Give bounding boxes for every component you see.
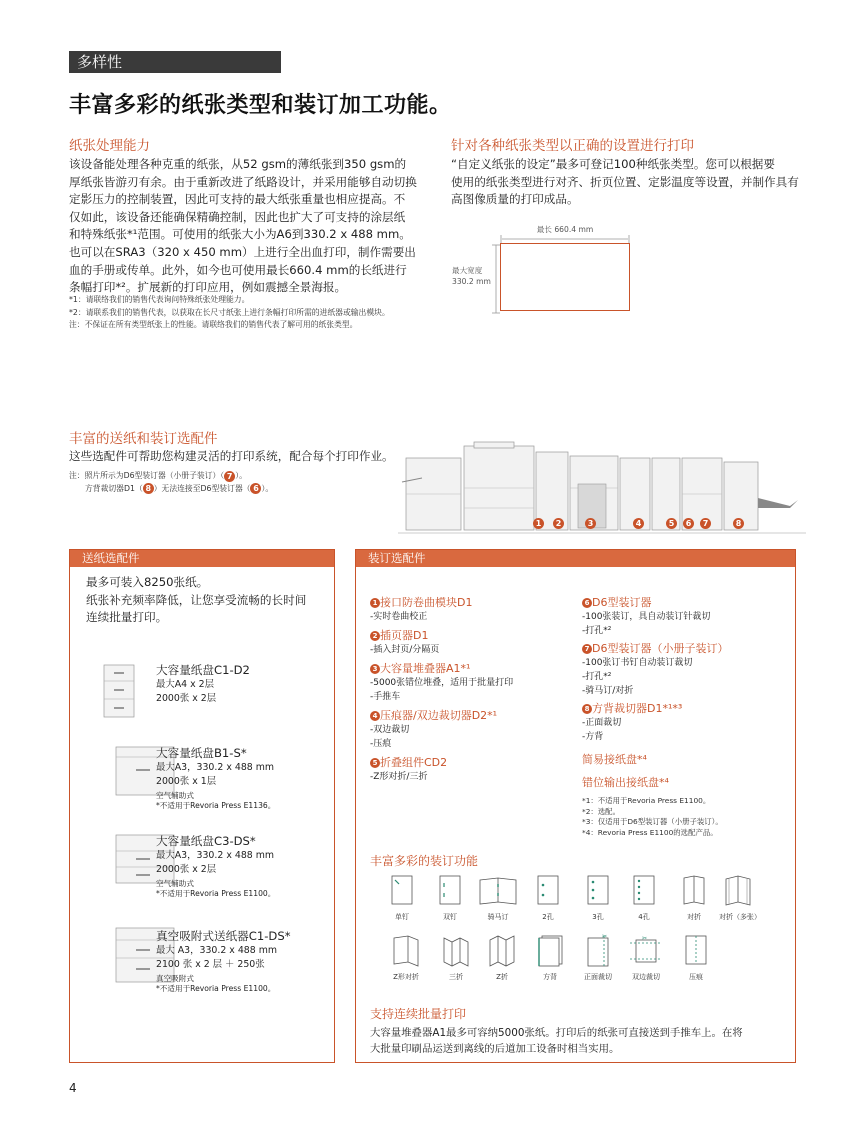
square-back-icon: [534, 934, 566, 968]
option-item: [582, 595, 787, 638]
paper-handling-notes: [69, 294, 449, 332]
number-badge: 7: [224, 471, 235, 482]
paper-size-diagram: [500, 224, 630, 311]
tray-spec: 2100 张 x 2 层 ＋ 250张: [156, 959, 265, 970]
option-detail: -100张订书钉自动装订裁切: [582, 658, 693, 668]
text-line: 纸张补充频率降低，让您享受流畅的长时间: [86, 592, 307, 607]
option-item: [370, 628, 580, 657]
note-text: ）。: [261, 483, 274, 493]
text-line: 大容量堆叠器A1最多可容纳5000张纸。打印后的纸张可直接送到手推车上。在将: [370, 1027, 743, 1039]
text-line: 条幅打印*²。扩展新的打印应用，例如震撼全景海报。: [69, 280, 347, 295]
option-item: [370, 661, 580, 704]
text-line: 大批量印刷品运送到离线的后道加工设备时相当实用。: [370, 1043, 620, 1055]
option-detail: -打孔*²: [582, 626, 612, 636]
footnote: *1：不适用于Revoria Press E1100。: [582, 796, 711, 805]
text-line: 高图像质量的打印成品。: [451, 192, 579, 207]
finishing-left-column: [370, 595, 580, 784]
number-badge: 1: [370, 598, 380, 608]
option-detail: -双边裁切: [370, 725, 410, 735]
tray-spec: 2000张 x 2层: [156, 864, 217, 875]
option-detail: -100张装订，具自动装订针裁切: [582, 612, 711, 622]
tray-note: 空气辅助式: [156, 879, 194, 888]
number-badge: 7: [700, 518, 711, 529]
note-line: [69, 483, 273, 496]
number-badge: 7: [582, 644, 592, 654]
option-item: [370, 595, 580, 624]
option-title: 大容量堆叠器A1*¹: [380, 662, 471, 675]
double-staple-icon: [434, 874, 466, 908]
finishing-footnotes: [582, 796, 787, 838]
tray-c1-d2-image: [100, 663, 142, 721]
tray-note: 真空吸附式: [156, 974, 194, 983]
option-item: [370, 708, 580, 751]
tray-name: 大容量纸盘B1-S*: [156, 746, 247, 760]
width-label-line: 330.2 mm: [452, 277, 491, 286]
tray-note: 空气辅助式: [156, 791, 194, 800]
function-caption: 对折（多张）: [719, 913, 761, 921]
tray-name: 大容量纸盘C1-D2: [156, 663, 250, 677]
function-caption: 单钉: [395, 913, 409, 921]
note-text: ）。: [235, 471, 247, 480]
custom-paper-heading: 针对各种纸张类型以正确的设置进行打印: [451, 138, 694, 154]
option-item: [582, 641, 787, 698]
tray-c1-ds: [156, 928, 291, 994]
tray-c3-ds: [156, 833, 275, 899]
function-caption: 双边裁切: [632, 973, 660, 981]
note-text: 方背裁切器D1（: [85, 483, 143, 493]
number-badge: 5: [370, 758, 380, 768]
function-caption: 对折: [687, 913, 701, 921]
machine-number-row: [533, 518, 763, 532]
custom-paper-body: [451, 156, 811, 209]
option-title: 压痕器/双边裁切器D2*¹: [380, 709, 498, 722]
footnote: *1：请联络我们的销售代表询问特殊纸张处理能力。: [69, 295, 250, 304]
width-arrow-icon: [492, 244, 500, 314]
max-length-label: 最长 660.4 mm: [536, 225, 594, 234]
tray-spec: 最大A3，330.2 x 488 mm: [156, 762, 274, 773]
option-detail: -方背: [582, 732, 604, 742]
tray-spec: 2000张 x 2层: [156, 693, 217, 704]
function-caption: 方背: [543, 973, 557, 981]
function-caption: 3孔: [592, 913, 604, 921]
function-caption: Z形对折: [393, 973, 419, 981]
tray-spec: 最大A3，330.2 x 488 mm: [156, 850, 274, 861]
tray-b1-s: [156, 745, 275, 811]
paper-handling-body: [69, 156, 429, 297]
offset-catch-tray: 错位输出接纸盘*⁴: [582, 776, 669, 789]
tray-note: *不适用于Revoria Press E1100。: [156, 984, 276, 993]
text-line: 和特殊纸张*¹范围。可使用的纸张大小为A6到330.2 x 488 mm。: [69, 227, 411, 242]
finishing-functions-heading: 丰富多彩的装订功能: [370, 854, 479, 868]
function-caption: 骑马订: [487, 913, 509, 921]
number-badge: 8: [582, 704, 592, 714]
text-line: 该设备能处理各种克重的纸张，从52 gsm的薄纸张到350 gsm的: [69, 157, 407, 171]
number-badge: 4: [370, 711, 380, 721]
max-width-label: [452, 265, 491, 287]
number-badge: 8: [733, 518, 744, 529]
number-badge: 4: [633, 518, 644, 529]
tray-note: *不适用于Revoria Press E1100。: [156, 889, 276, 898]
option-title: 插页器D1: [380, 629, 429, 642]
z-fold-icon: [486, 934, 518, 968]
number-badge: 3: [370, 664, 380, 674]
accessories-heading: 丰富的送纸和装订选配件: [69, 431, 218, 447]
footnote: *2：请联系我们的销售代表，以获取在长尺寸纸张上进行条幅打印所需的进纸器或输出模块。: [69, 307, 390, 317]
feed-options-box: [69, 549, 335, 1063]
function-caption: 三折: [449, 973, 463, 981]
footnote: 注：不保证在所有类型纸张上的性能。请联络我们的销售代表了解可用的纸张类型。: [69, 320, 358, 330]
tray-spec: 最大 A3，330.2 x 488 mm: [156, 945, 277, 956]
option-detail: -插入封页/分隔页: [370, 645, 440, 655]
note-line: [69, 470, 273, 483]
text-line: “自定义纸张的设定”最多可登记100种纸张类型。您可以根据要: [451, 157, 775, 171]
paper-handling-heading: 纸张处理能力: [69, 138, 150, 154]
text-line: 使用的纸张类型进行对齐、折页位置、定影温度等设置，并制作具有: [451, 174, 799, 189]
option-title: D6型装订器（小册子装订）: [592, 642, 729, 655]
option-title: 折叠组件CD2: [380, 756, 448, 769]
number-badge: 1: [533, 518, 544, 529]
saddle-stitch-icon: [478, 874, 518, 908]
finishing-options-box: [355, 549, 796, 1063]
length-arrow-icon: [500, 235, 630, 243]
tray-spec: 2000张 x 1层: [156, 776, 217, 787]
option-detail: -压痕: [370, 739, 392, 749]
number-badge: 5: [666, 518, 677, 529]
note-text: 注：照片所示为D6型装订器（小册子装订）（: [69, 471, 225, 480]
crease-icon: [680, 934, 712, 968]
batch-printing-body: [370, 1025, 743, 1057]
svg-text:✂: ✂: [642, 935, 648, 942]
function-caption: 2孔: [542, 913, 554, 921]
footnote: *3：仅适用于D6型装订器（小册子装订）。: [582, 817, 723, 826]
footnote: *2：选配。: [582, 806, 620, 816]
two-edge-trim-icon: [630, 934, 662, 968]
option-detail: -5000张错位堆叠，适用于批量打印: [370, 678, 514, 688]
text-line: 定影压力的控制装置，因此可支持的最大纸张重量也相应提高。不: [69, 192, 406, 207]
option-detail: -实时卷曲校正: [370, 612, 428, 622]
multi-sheet-bi-fold-icon: [722, 874, 754, 908]
simple-catch-tray: 简易接纸盘*⁴: [582, 753, 647, 766]
number-badge: 6: [683, 518, 694, 529]
page-title: 丰富多彩的纸张类型和装订加工功能。: [69, 93, 452, 118]
number-badge: 2: [370, 631, 380, 641]
option-title: 方背裁切器D1*¹*³: [592, 702, 683, 715]
text-line: 也可以在SRA3（320 x 450 mm）上进行全出血打印，制作需要出: [69, 244, 416, 259]
number-badge: 3: [585, 518, 596, 529]
option-item: [370, 755, 580, 784]
tray-name: 真空吸附式送纸器C1-DS*: [156, 929, 291, 943]
option-detail: -骑马订/对折: [582, 686, 634, 696]
option-detail: -打孔*²: [582, 672, 612, 682]
tray-c1-d2: [156, 662, 250, 706]
four-hole-punch-icon: [628, 874, 660, 908]
text-line: 厚纸张皆游刃有余。由于重新改进了纸路设计，并采用能够自动切换: [69, 174, 417, 189]
option-item: [582, 701, 787, 744]
function-caption: 双钉: [443, 913, 457, 921]
text-line: 连续批量打印。: [86, 610, 168, 625]
face-trim-icon: [582, 934, 614, 968]
width-label-line: 最大宽度: [452, 266, 483, 275]
svg-text:✂: ✂: [602, 934, 608, 940]
feed-options-intro: [86, 574, 306, 627]
text-line: 最多可装入8250张纸。: [86, 575, 209, 589]
section-tag: 多样性: [69, 51, 281, 73]
option-title: D6型装订器: [592, 596, 652, 609]
two-hole-punch-icon: [532, 874, 564, 908]
function-caption: 4孔: [638, 913, 650, 921]
single-staple-icon: [386, 874, 418, 908]
batch-printing-heading: 支持连续批量打印: [370, 1007, 467, 1021]
three-hole-punch-icon: [582, 874, 614, 908]
finishing-options-header: 装订选配件: [356, 550, 795, 567]
tri-fold-icon: [440, 934, 472, 968]
function-caption: Z折: [496, 973, 508, 981]
option-title: 接口防卷曲模块D1: [380, 596, 473, 609]
page-number: 4: [69, 1081, 77, 1095]
bi-fold-icon: [678, 874, 710, 908]
finishing-icons-row-2: [390, 934, 750, 990]
number-badge: 8: [143, 483, 154, 494]
text-line: 血的手册或传单。此外，如今也可使用最长660.4 mm的长纸进行: [69, 262, 407, 277]
tray-note: *不适用于Revoria Press E1136。: [156, 801, 276, 810]
tray-spec: 最大A4 x 2层: [156, 679, 214, 690]
tray-name: 大容量纸盘C3-DS*: [156, 834, 256, 848]
finishing-icons-row-1: [386, 874, 786, 930]
z-fold-half-icon: [390, 934, 422, 968]
number-badge: 6: [582, 598, 592, 608]
text-line: 仅如此，该设备还能确保精确控制，因此也扩大了可支持的涂层纸: [69, 209, 406, 224]
option-detail: -Z形对折/三折: [370, 772, 428, 782]
footnote: *4：Revoria Press E1100的选配产品。: [582, 827, 718, 837]
finishing-right-column: [582, 595, 787, 838]
function-caption: 正面裁切: [584, 973, 612, 981]
number-badge: 6: [250, 483, 261, 494]
feed-options-header: 送纸选配件: [70, 550, 334, 567]
note-text: ）无法连接至D6型装订器（: [153, 483, 251, 493]
paper-rectangle: [500, 243, 630, 311]
accessories-intro: 这些选配件可帮助您构建灵活的打印系统，配合每个打印作业。: [69, 449, 394, 463]
accessories-note: [69, 470, 273, 495]
option-detail: -手推车: [370, 692, 401, 702]
number-badge: 2: [553, 518, 564, 529]
function-caption: 压痕: [689, 973, 703, 981]
option-detail: -正面裁切: [582, 718, 622, 728]
